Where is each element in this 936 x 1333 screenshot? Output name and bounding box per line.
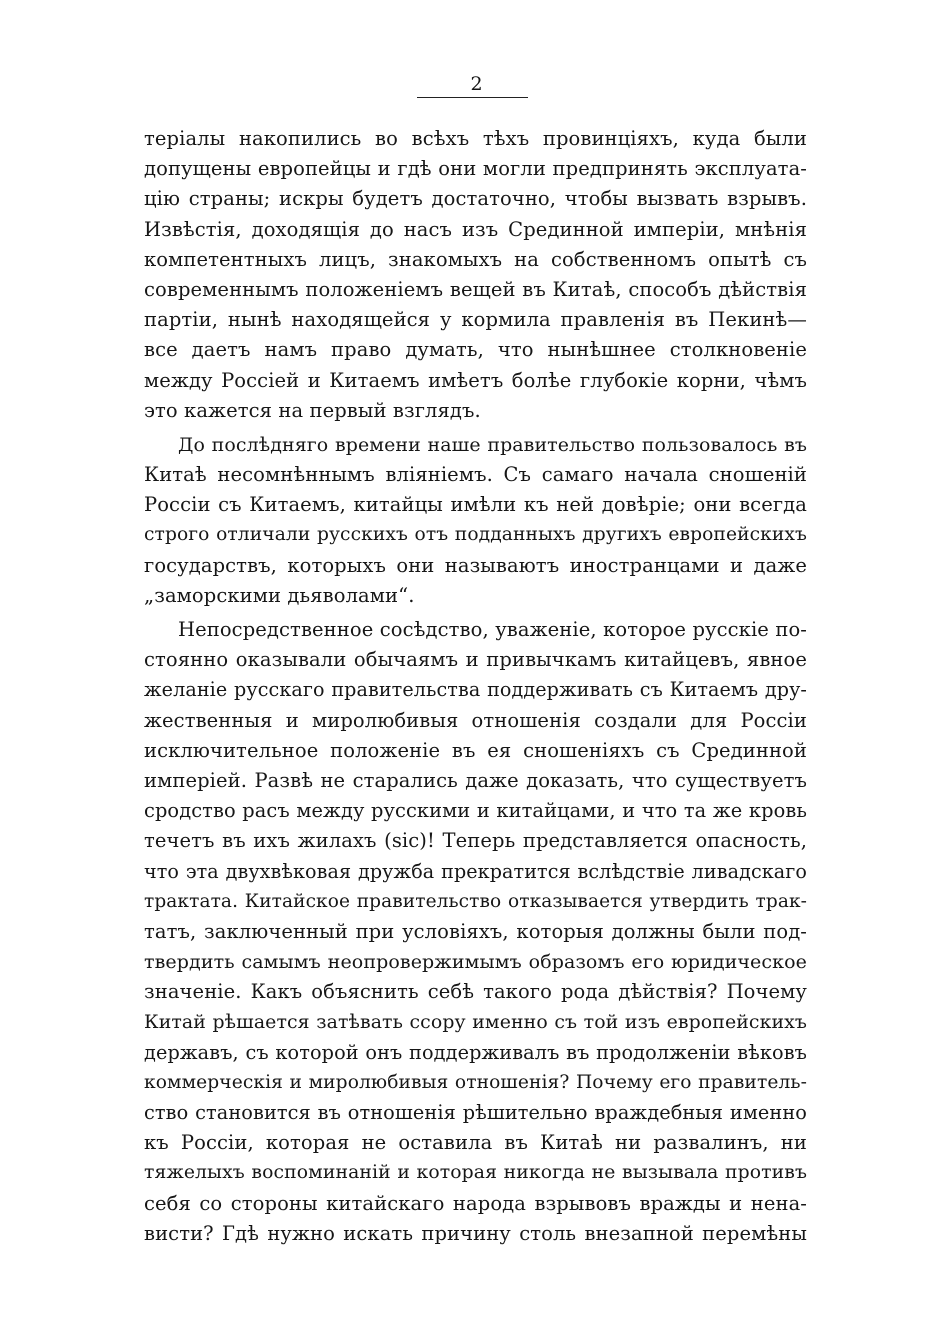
text-line: себя со стороны китайскаго народа взрывовъ вражды и нена- [144,1191,807,1215]
text-line: къ Россіи, которая не оставила въ Китаѣ ни развалинъ, ни [144,1131,807,1155]
text-line: имперіей. Развѣ не старались даже доказать, что существуетъ [144,768,807,792]
text-line: строго отличали русскихъ отъ подданныхъ другихъ европейскихъ [144,524,807,546]
text-line: государствъ, которыхъ они называютъ иностранцами и даже [144,553,807,577]
text-line: между Россіей и Китаемъ имѣетъ болѣе глубокіе корни, чѣмъ [144,368,807,392]
text-line: что эта двухвѣковая дружба прекратится вслѣдствіе ливадскаго [144,859,807,883]
text-line: это кажется на первый взглядъ. [144,398,481,422]
page-number: 2 [470,73,483,95]
header-rule [417,97,528,98]
text-line: современнымъ положеніемъ вещей въ Китаѣ, способъ дѣйствія [144,277,807,301]
page-header [0,72,936,96]
text-line: твердить самымъ неопровержимымъ образомъ его юридическое [144,951,807,974]
paragraph-2 [144,430,807,611]
text-line: До послѣдняго времени наше правительство пользовалось въ [178,433,807,456]
text-line: партіи, нынѣ находящейся у кормила правленія въ Пекинѣ— [144,308,807,332]
text-line: ство становится въ отношенія рѣшительно враждебныя именно [144,1101,807,1124]
text-line: висти? Гдѣ нужно искать причину столь внезапной перемѣны [144,1221,807,1245]
text-line: все даетъ намъ право думать, что нынѣшнее столкновеніе [144,338,807,362]
text-line: значеніе. Какъ объяснить себѣ такого рода дѣйствія? Почему [144,980,807,1004]
text-line: исключительное положеніе въ ея сношеніяхъ съ Срединной [144,738,807,762]
paragraph-1 [144,124,807,426]
text-line: Россіи съ Китаемъ, китайцы имѣли къ ней довѣріе; они всегда [144,493,807,517]
text-line: татъ, заключенный при условіяхъ, которыя должны были под- [144,919,807,943]
body-text [144,124,807,1249]
text-line: Китай рѣшается затѣвать ссору именно съ той изъ европейскихъ [144,1011,807,1034]
text-line: Китаѣ несомнѣннымъ вліяніемъ. Съ самаго начала сношеній [144,463,807,487]
text-line: теріалы накопились во всѣхъ тѣхъ провинціяхъ, куда были [144,127,807,150]
text-line: цію страны; искры будетъ достаточно, чтобы вызвать взрывъ. [144,187,807,211]
text-line: допущены европейцы и гдѣ они могли предпринять эксплуата- [144,157,807,181]
text-line: стоянно оказывали обычаямъ и привычкамъ китайцевъ, явное [144,648,807,672]
text-line: трактата. Китайское правительство отказывается утвердить трак- [144,890,807,912]
text-line: желаніе русскаго правительства поддерживать съ Китаемъ дру- [144,678,807,702]
text-line: Извѣстія, доходящія до насъ изъ Срединной имперіи, мнѣнія [144,217,807,241]
text-line: жественныя и миролюбивыя отношенія создали для Россіи [144,708,807,732]
text-line: компетентныхъ лицъ, знакомыхъ на собственномъ опытѣ съ [144,247,807,271]
text-line: Непосредственное сосѣдство, уваженіе, которое русскіе по- [178,618,807,641]
text-line: „заморскими дьяволами“. [144,583,415,607]
text-line: коммерческія и миролюбивыя отношенія? Почему его правитель- [144,1071,807,1093]
text-line: державъ, съ которой онъ поддерживалъ въ продолженіи вѣковъ [144,1040,807,1064]
text-line: тяжелыхъ воспоминаній и которая никогда не вызывала противъ [144,1162,807,1184]
text-line: течетъ въ ихъ жилахъ (sic)! Теперь представляется опасность, [144,829,807,853]
paragraph-3 [144,615,807,1249]
text-line: сродство расъ между русскими и китайцами, и что та же кровь [144,799,807,823]
